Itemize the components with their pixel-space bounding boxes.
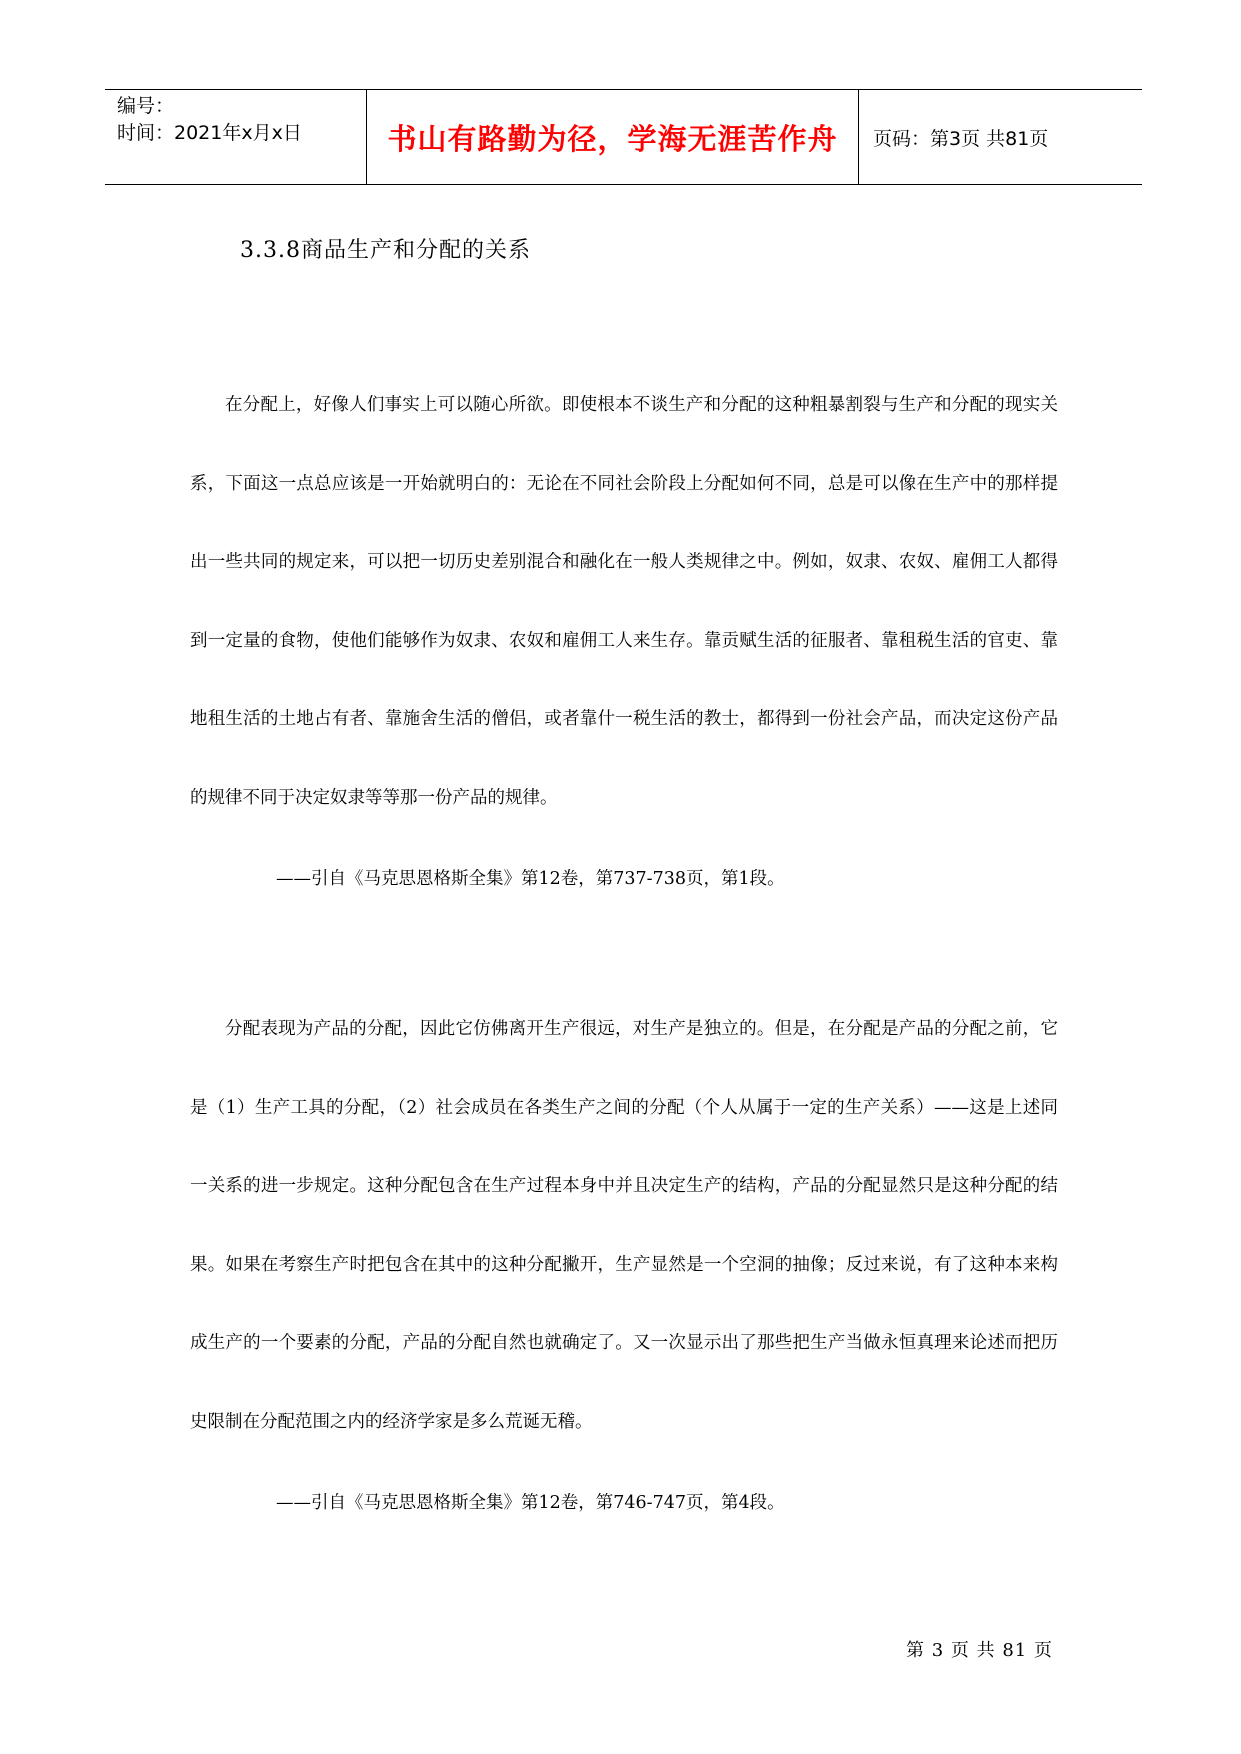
page-header	[105, 89, 1142, 185]
header-meta	[105, 90, 367, 184]
header-motto: 书山有路勤为径，学海无涯苦作舟	[367, 90, 859, 184]
body-paragraph-2: 分配表现为产品的分配，因此它仿佛离开生产很远，对生产是独立的。但是，在分配是产品的分配之前，它是（1）生产工具的分配，（2）社会成员在各类生产之间的分配（个人从属于一定的生产关系）——这是上述同一关系的进一步规定。这种分配包含在生产过程本身中并且决定生产的结构，产品的分配显然只是这种分配的结果。如果在考察生产时把包含在其中的这种分配撇开，生产显然是一个空洞的抽像；反过来说，有了这种本来构成生产的一个要素的分配，产品的分配自然也就确定了。又一次显示出了那些把生产当做永恒真理来论述而把历史限制在分配范围之内的经济学家是多么荒诞无稽。	[190, 1019, 1058, 1432]
section-title: 3.3.8商品生产和分配的关系	[240, 238, 531, 263]
document-number-label: 编号：	[117, 95, 175, 117]
page-footer: 第 3 页 共 81 页	[906, 1640, 1053, 1661]
citation-2: ——引自《马克思恩格斯全集》第12卷，第746-747页，第4段。	[276, 1493, 785, 1513]
header-page-info: 页码：第3页 共81页	[873, 127, 1049, 150]
citation-1: ——引自《马克思恩格斯全集》第12卷，第737-738页，第1段。	[276, 869, 785, 889]
document-time-label: 时间：2021年x月x日	[117, 122, 302, 144]
body-paragraph-1: 在分配上，好像人们事实上可以随心所欲。即使根本不谈生产和分配的这种粗暴割裂与生产和分配的现实关系，下面这一点总应该是一开始就明白的：无论在不同社会阶段上分配如何不同，总是可以像在生产中的那样提出一些共同的规定来，可以把一切历史差别混合和融化在一般人类规律之中。例如，奴隶、农奴、雇佣工人都得到一定量的食物，使他们能够作为奴隶、农奴和雇佣工人来生存。靠贡赋生活的征服者、靠租税生活的官吏、靠地租生活的土地占有者、靠施舍生活的僧侣，或者靠什一税生活的教士，都得到一份社会产品，而决定这份产品的规律不同于决定奴隶等等那一份产品的规律。	[190, 395, 1058, 808]
